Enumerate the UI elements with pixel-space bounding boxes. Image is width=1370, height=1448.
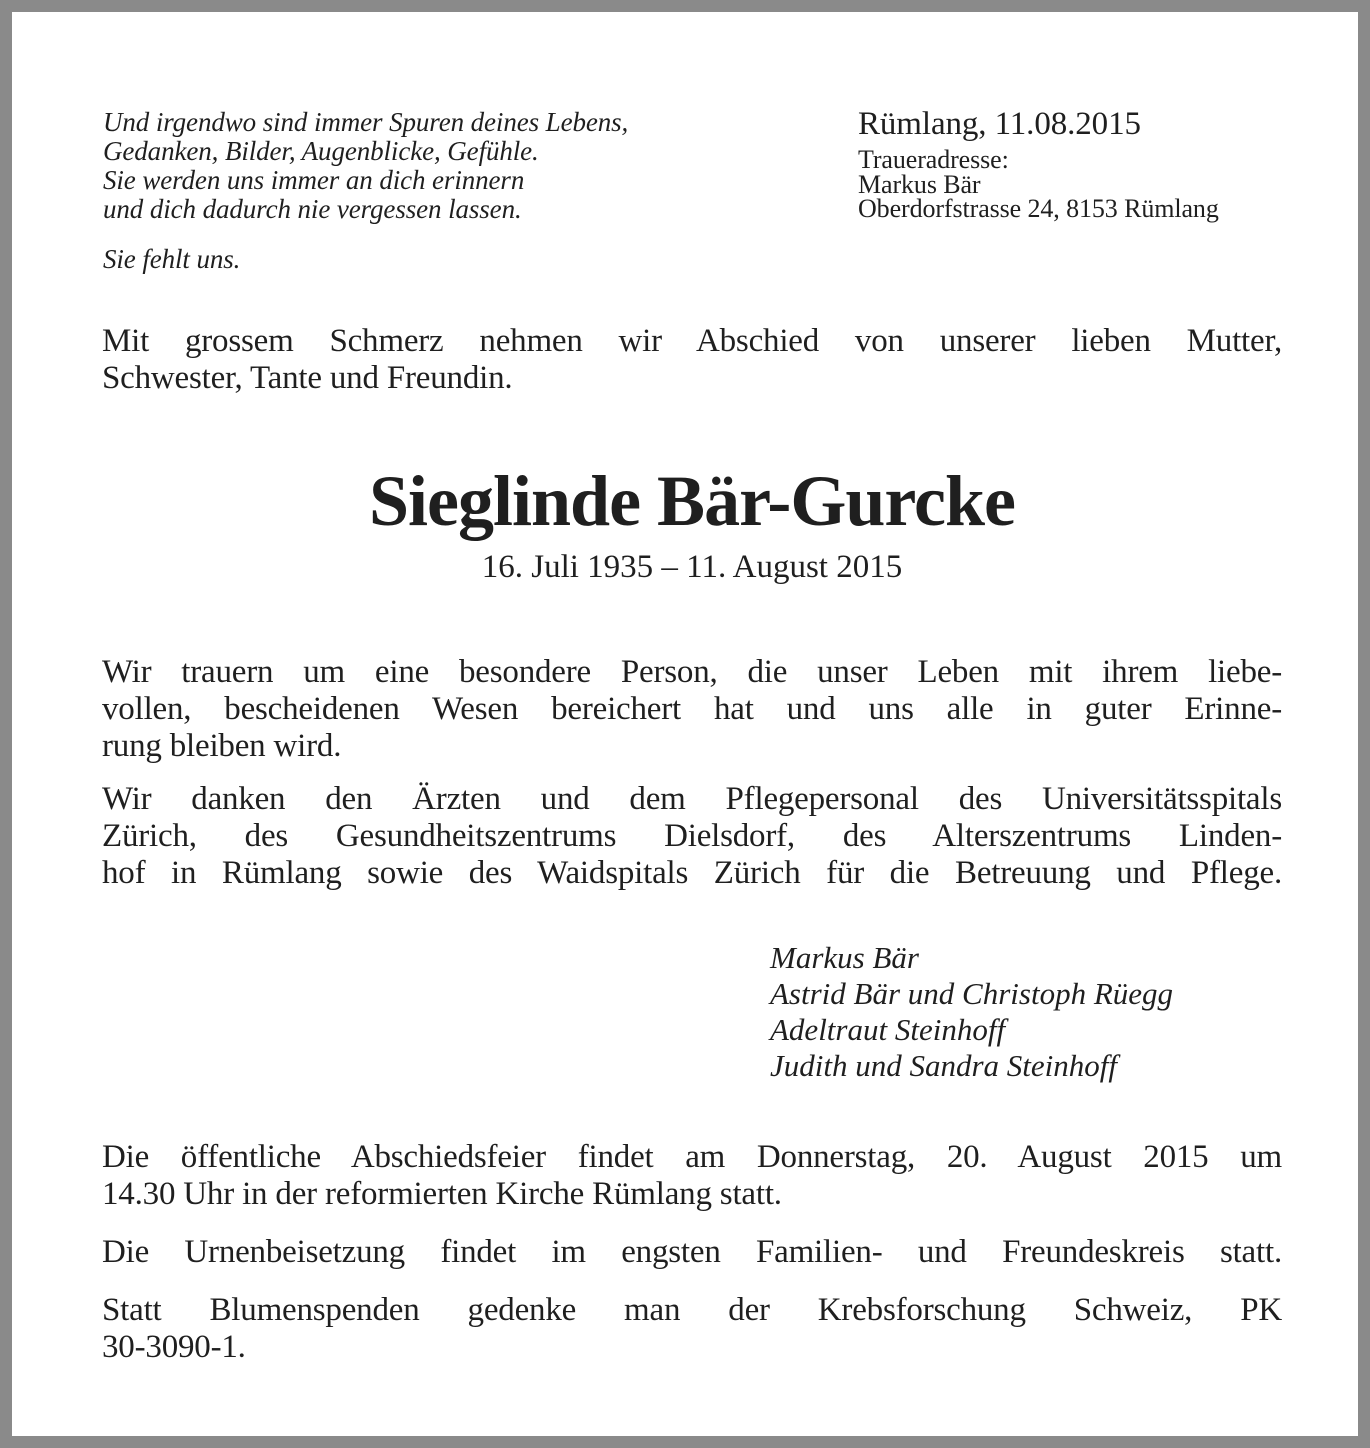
text-line: Statt Blumenspenden gedenke man der Krebsforschung Schweiz, PK: [102, 1292, 1282, 1328]
text-line: Schwester, Tante und Freundin.: [102, 360, 513, 396]
intro-paragraph: [102, 323, 1282, 397]
life-dates: 16. Juli 1935 – 11. August 2015: [481, 549, 903, 585]
text-line: Judith und Sandra Steinhoff: [770, 1048, 1118, 1083]
address-label: Traueradresse:: [858, 145, 1009, 174]
mourning-paragraph: [102, 654, 1282, 765]
text-line: und dich dadurch nie vergessen lassen.: [103, 194, 522, 224]
text-line: 30-3090-1.: [102, 1329, 246, 1365]
mourning-address: [858, 104, 1219, 222]
deceased-name: Sieglinde Bär-Gurcke: [369, 461, 1015, 541]
thanks-paragraph: [102, 781, 1282, 892]
address-name: Markus Bär: [858, 169, 981, 199]
text-line: Und irgendwo sind immer Spuren deines Lebens,: [103, 107, 629, 137]
epigraph: [103, 108, 628, 274]
text-line: Die Urnenbeisetzung findet im engsten Familien- und Freundeskreis statt.: [102, 1234, 1282, 1270]
text-line: Sie werden uns immer an dich erinnern: [103, 165, 525, 195]
text-line: Wir danken den Ärzten und dem Pflegepersonal des Universitätsspitals: [102, 781, 1282, 817]
family-names: [770, 940, 1173, 1084]
text-line: Wir trauern um eine besondere Person, die unser Leben mit ihrem liebe-: [102, 654, 1282, 690]
epigraph-closing: Sie fehlt uns.: [103, 244, 241, 274]
epigraph-verse: [103, 108, 628, 224]
text-line: 14.30 Uhr in der reformierten Kirche Rümlang statt.: [102, 1176, 782, 1212]
donation-paragraph: [102, 1292, 1282, 1366]
text-line: hof in Rümlang sowie des Waidspitals Zürich für die Betreuung und Pflege.: [102, 855, 1282, 891]
dateline: Rümlang, 11.08.2015: [858, 106, 1141, 142]
text-line: Gedanken, Bilder, Augenblicke, Gefühle.: [103, 136, 539, 166]
address-street: Oberdorfstrasse 24, 8153 Rümlang: [858, 194, 1219, 223]
text-line: Die öffentliche Abschiedsfeier findet am Donnerstag, 20. August 2015 um: [102, 1139, 1282, 1175]
text-line: Markus Bär: [770, 940, 919, 975]
burial-paragraph: [102, 1234, 1282, 1271]
notice-sheet: [12, 12, 1358, 1436]
service-paragraph: [102, 1139, 1282, 1213]
text-line: Zürich, des Gesundheitszentrums Dielsdorf, des Alterszentrums Linden-: [102, 818, 1282, 854]
text-line: vollen, bescheidenen Wesen bereichert hat und uns alle in guter Erinne-: [102, 691, 1282, 727]
text-line: Mit grossem Schmerz nehmen wir Abschied von unserer lieben Mutter,: [102, 323, 1282, 359]
text-line: Adeltraut Steinhoff: [770, 1012, 1006, 1047]
text-line: rung bleiben wird.: [102, 728, 342, 764]
text-line: Astrid Bär und Christoph Rüegg: [770, 976, 1174, 1011]
